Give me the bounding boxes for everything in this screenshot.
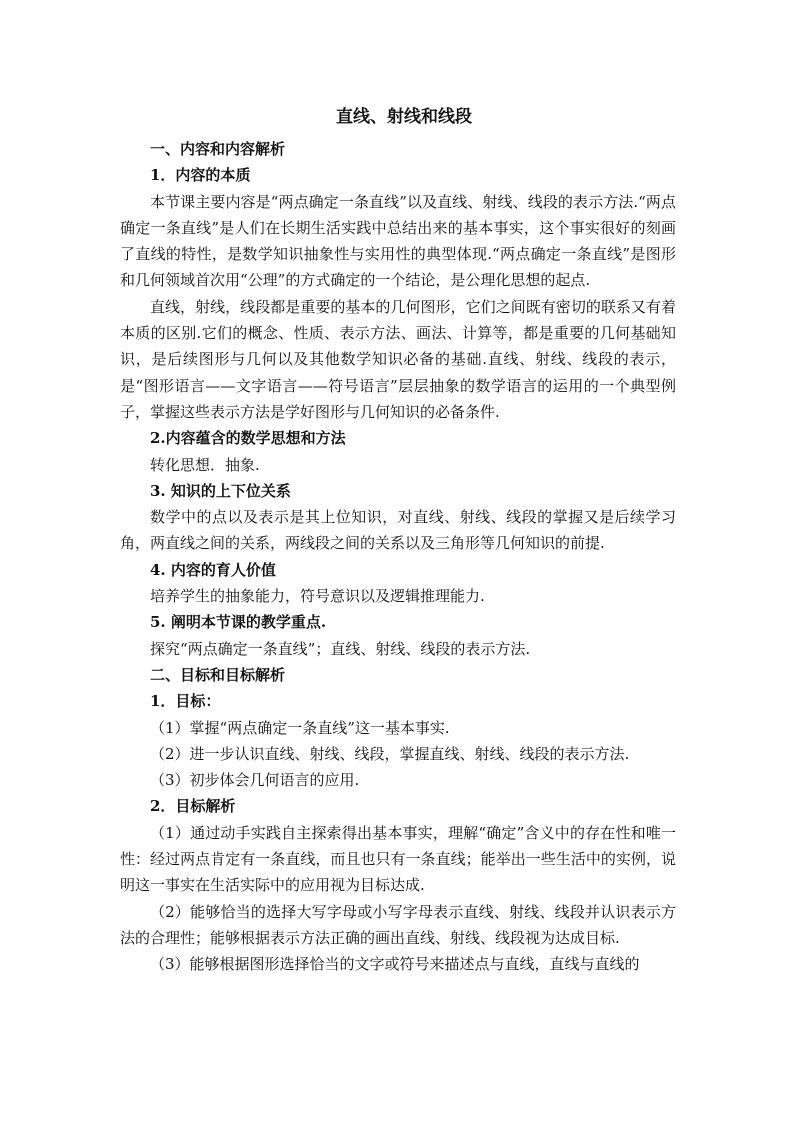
- paragraph: 直线，射线，线段都是重要的基本的几何图形，它们之间既有密切的联系又有着本质的区别.它们的概念、性质、表示方法、画法、计算等，都是重要的几何基础知识，是后续图形与几何以及其他数学知识必备的基础.直线、射线、线段的表示，是“图形语言——文字语言——符号语言”层层抽象的数学语言的运用的一个典型例子，掌握这些表示方法是学好图形与几何知识的必备条件.: [120, 297, 676, 421]
- paragraph: （3）初步体会几何语言的应用.: [150, 771, 360, 790]
- document-body: [120, 136, 676, 978]
- paragraph: 探究“两点确定一条直线”；直线、射线、线段的表示方法.: [150, 639, 531, 658]
- paragraph: （1）通过动手实践自主探索得出基本事实，理解“确定”含义中的存在性和唯一性：经过两点肯定有一条直线，而且也只有一条直线；能举出一些生活中的实例，说明这一事实在生活实际中的应用视为目标达成.: [120, 823, 676, 895]
- paragraph: 转化思想．抽象.: [150, 455, 260, 474]
- paragraph: （3）能够根据图形选择恰当的文字或符号来描述点与直线，直线与直线的: [150, 955, 640, 974]
- section-heading: 3. 知识的上下位关系: [150, 481, 291, 500]
- paragraph: 培养学生的抽象能力，符号意识以及逻辑推理能力.: [150, 587, 485, 606]
- section-heading: 二、目标和目标解析: [150, 665, 286, 684]
- section-heading: 1．内容的本质: [150, 166, 251, 185]
- section-heading: 一、内容和内容解析: [150, 140, 286, 158]
- section-heading: 5. 阐明本节课的教学重点.: [150, 613, 327, 632]
- section-heading: 2.内容蕴含的数学思想和方法: [150, 429, 346, 448]
- section-heading: 4. 内容的育人价值: [150, 560, 276, 579]
- section-heading: 2．目标解析: [150, 797, 236, 816]
- paragraph: （2）进一步认识直线、射线、线段，掌握直线、射线、线段的表示方法.: [150, 744, 630, 763]
- section-heading: 1．目标：: [150, 692, 221, 711]
- paragraph: （2）能够恰当的选择大写字母或小写字母表示直线、射线、线段并认识表示方法的合理性；能够根据表示方法正确的画出直线、射线、线段视为达成目标.: [120, 902, 676, 947]
- document-title: 直线、射线和线段: [336, 107, 472, 127]
- document-page: [120, 98, 676, 978]
- paragraph: （1）掌握“两点确定一条直线”这一基本事实.: [150, 718, 450, 737]
- paragraph: 本节课主要内容是“两点确定一条直线”以及直线、射线、线段的表示方法.“两点确定一条直线”是人们在长期生活实践中总结出来的基本事实，这个事实很好的刻画了直线的特性，是数学知识抽象性与实用性的典型体现.“两点确定一条直线”是图形和几何领域首次用“公理”的方式确定的一个结论，是公理化思想的起点.: [120, 192, 676, 290]
- paragraph: 数学中的点以及表示是其上位知识，对直线、射线、线段的掌握又是后续学习角，两直线之间的关系，两线段之间的关系以及三角形等几何知识的前提.: [120, 508, 676, 553]
